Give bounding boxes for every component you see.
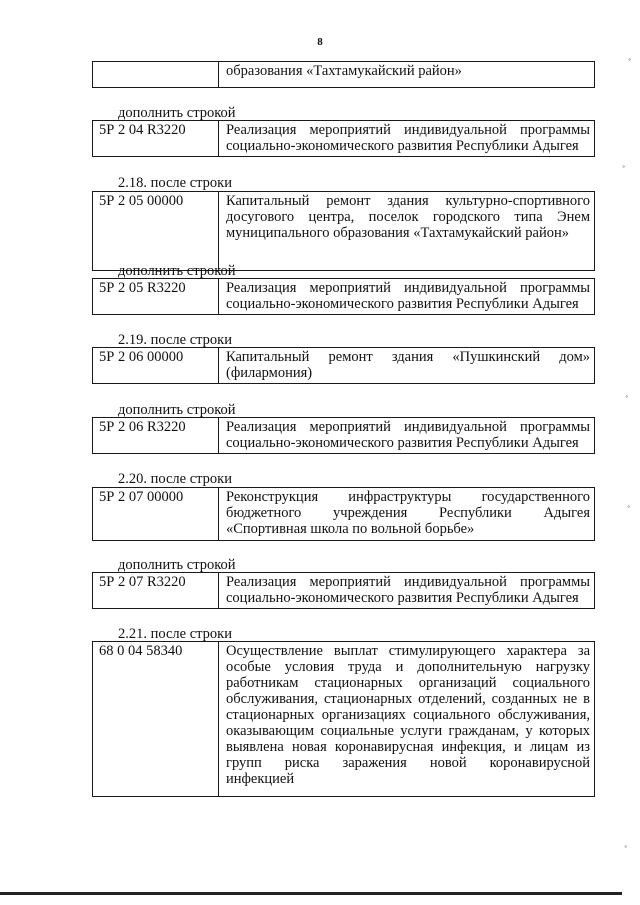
row-description: [219, 192, 594, 241]
row-text-line: Реализация мероприятий индивидуальной программы: [226, 122, 590, 138]
row-text-line: социально-экономического развития Республики Адыгея: [226, 296, 579, 312]
table-row: [92, 417, 595, 454]
row-description: [219, 642, 594, 787]
row-description: [219, 488, 594, 537]
row-code: [93, 62, 219, 87]
row-text-line: «Спортивная школа по вольной борьбе»: [226, 521, 475, 537]
table-row: [92, 120, 595, 157]
table-row: [92, 641, 595, 797]
section-intro: 2.20. после строки: [118, 471, 232, 487]
row-description: [219, 348, 594, 381]
row-text-line: социально-экономического развития Республики Адыгея: [226, 435, 579, 451]
section-intro: дополнить строкой: [118, 263, 236, 279]
row-text-line: обслуживания, стационарных отделений, созданных не в: [226, 691, 590, 707]
section-intro: дополнить строкой: [118, 557, 236, 573]
row-code: 5Р 2 07 00000: [93, 488, 219, 540]
row-text-line: муниципального образования «Тахтамукайский район»: [226, 225, 570, 241]
row-code: 5Р 2 06 R3220: [93, 418, 219, 453]
row-code: 5Р 2 07 R3220: [93, 573, 219, 608]
section-intro: дополнить строкой: [118, 105, 236, 121]
row-code: 5Р 2 05 00000: [93, 192, 219, 270]
row-text-line: Реконструкция инфраструктуры государственного: [226, 489, 590, 505]
row-text-line: Реализация мероприятий индивидуальной программы: [226, 280, 590, 296]
row-text-line: досугового центра, поселок городского типа Энем: [226, 209, 590, 225]
row-text-line: Капитальный ремонт здания культурно-спортивного: [226, 193, 590, 209]
table-row-continuation: [92, 61, 595, 88]
table-row: [92, 278, 595, 315]
row-text-line: групп риска заражения новой коронавирусной: [226, 755, 590, 771]
row-text-line: инфекцией: [226, 771, 295, 787]
row-code: 5Р 2 06 00000: [93, 348, 219, 383]
row-text-line: образования «Тахтамукайский район»: [226, 63, 462, 79]
row-text-line: (филармония): [226, 365, 313, 381]
row-description: [219, 121, 594, 154]
row-text-line: Реализация мероприятий индивидуальной программы: [226, 419, 590, 435]
table-row: [92, 487, 595, 541]
table-row: [92, 572, 595, 609]
section-intro: 2.18. после строки: [118, 175, 232, 191]
row-code: 5Р 2 04 R3220: [93, 121, 219, 156]
row-description: [219, 418, 594, 451]
row-text-line: Капитальный ремонт здания «Пушкинский дом»: [226, 349, 590, 365]
section-intro: 2.21. после строки: [118, 626, 232, 642]
scan-mark: ˚: [622, 165, 626, 176]
row-text-line: Реализация мероприятий индивидуальной программы: [226, 574, 590, 590]
row-text-line: оказывающим социальные услуги гражданам, у которых: [226, 723, 590, 739]
table-row: [92, 347, 595, 384]
table-row: [92, 191, 595, 271]
row-text-line: работникам стационарных организаций социального: [226, 675, 590, 691]
row-code: 68 0 04 58340: [93, 642, 219, 796]
row-text-line: бюджетного учреждения Республики Адыгея: [226, 505, 590, 521]
row-text-line: особые условия труда и дополнительную нагрузку: [226, 659, 590, 675]
scan-mark: ˚: [624, 845, 628, 856]
row-text-line: Осуществление выплат стимулирующего характера за: [226, 643, 590, 659]
row-text-line: социально-экономического развития Республики Адыгея: [226, 590, 579, 606]
row-text-line: выявлена новая коронавирусная инфекция, и лицам из: [226, 739, 590, 755]
row-description: [219, 62, 594, 79]
row-code: 5Р 2 05 R3220: [93, 279, 219, 314]
section-intro: дополнить строкой: [118, 402, 236, 418]
row-text-line: стационарных организациях социального обслуживания,: [226, 707, 590, 723]
scan-mark: ˚: [625, 395, 629, 406]
page-number: 8: [317, 36, 323, 48]
bottom-border: [0, 892, 622, 895]
row-text-line: социально-экономического развития Республики Адыгея: [226, 138, 579, 154]
row-description: [219, 279, 594, 312]
row-description: [219, 573, 594, 606]
scan-mark: ˚: [628, 58, 632, 69]
scan-mark: ˚: [627, 505, 631, 516]
section-intro: 2.19. после строки: [118, 332, 232, 348]
